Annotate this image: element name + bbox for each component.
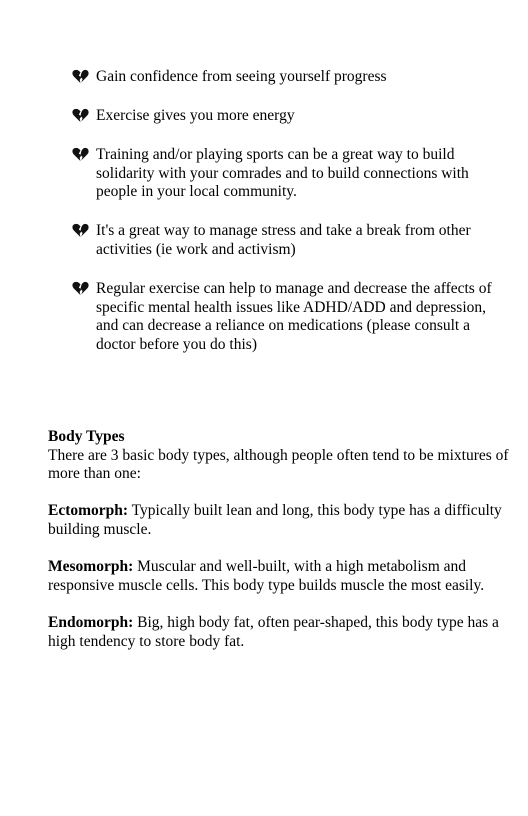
broken-heart-icon [72, 222, 96, 238]
list-item [72, 107, 502, 126]
section-title: Body Types [48, 428, 125, 445]
list-item [72, 280, 502, 354]
body-type-endomorph [48, 614, 518, 651]
body-type-ectomorph [48, 502, 518, 539]
broken-heart-icon [72, 280, 96, 296]
broken-heart-icon [72, 107, 96, 123]
list-item [72, 146, 502, 202]
list-item [72, 68, 502, 87]
benefits-list [72, 68, 502, 375]
list-item [72, 222, 502, 259]
body-type-description: Typically built lean and long, this body type has a difficulty building muscle. [48, 502, 502, 538]
list-item-text: Exercise gives you more energy [96, 107, 295, 125]
broken-heart-icon [72, 146, 96, 162]
body-type-term: Mesomorph: [48, 558, 134, 576]
body-type-term: Ectomorph: [48, 502, 129, 520]
list-item-text: It's a great way to manage stress and take a break from other activities (ie work and activism) [96, 222, 471, 259]
list-item-text: Training and/or playing sports can be a great way to build solidarity with your comrades and to build connections with people in your local community. [96, 146, 469, 201]
body-type-description: Big, high body fat, often pear-shaped, this body type has a high tendency to store body fat. [48, 613, 499, 650]
broken-heart-icon [72, 68, 96, 84]
body-types-section [48, 428, 518, 651]
section-intro: There are 3 basic body types, although people often tend to be mixtures of more than one: [48, 446, 509, 483]
body-type-term: Endomorph: [48, 613, 134, 631]
body-type-mesomorph [48, 558, 518, 595]
list-item-text: Gain confidence from seeing yourself progress [96, 68, 387, 85]
body-type-description: Muscular and well-built, with a high metabolism and responsive muscle cells. This body type builds muscle the most easily. [48, 558, 485, 594]
list-item-text: Regular exercise can help to manage and decrease the affects of specific mental health issues like ADHD/ADD and depression, and can decrease a reliance on medications (please consult a doctor before you do this) [96, 280, 492, 353]
